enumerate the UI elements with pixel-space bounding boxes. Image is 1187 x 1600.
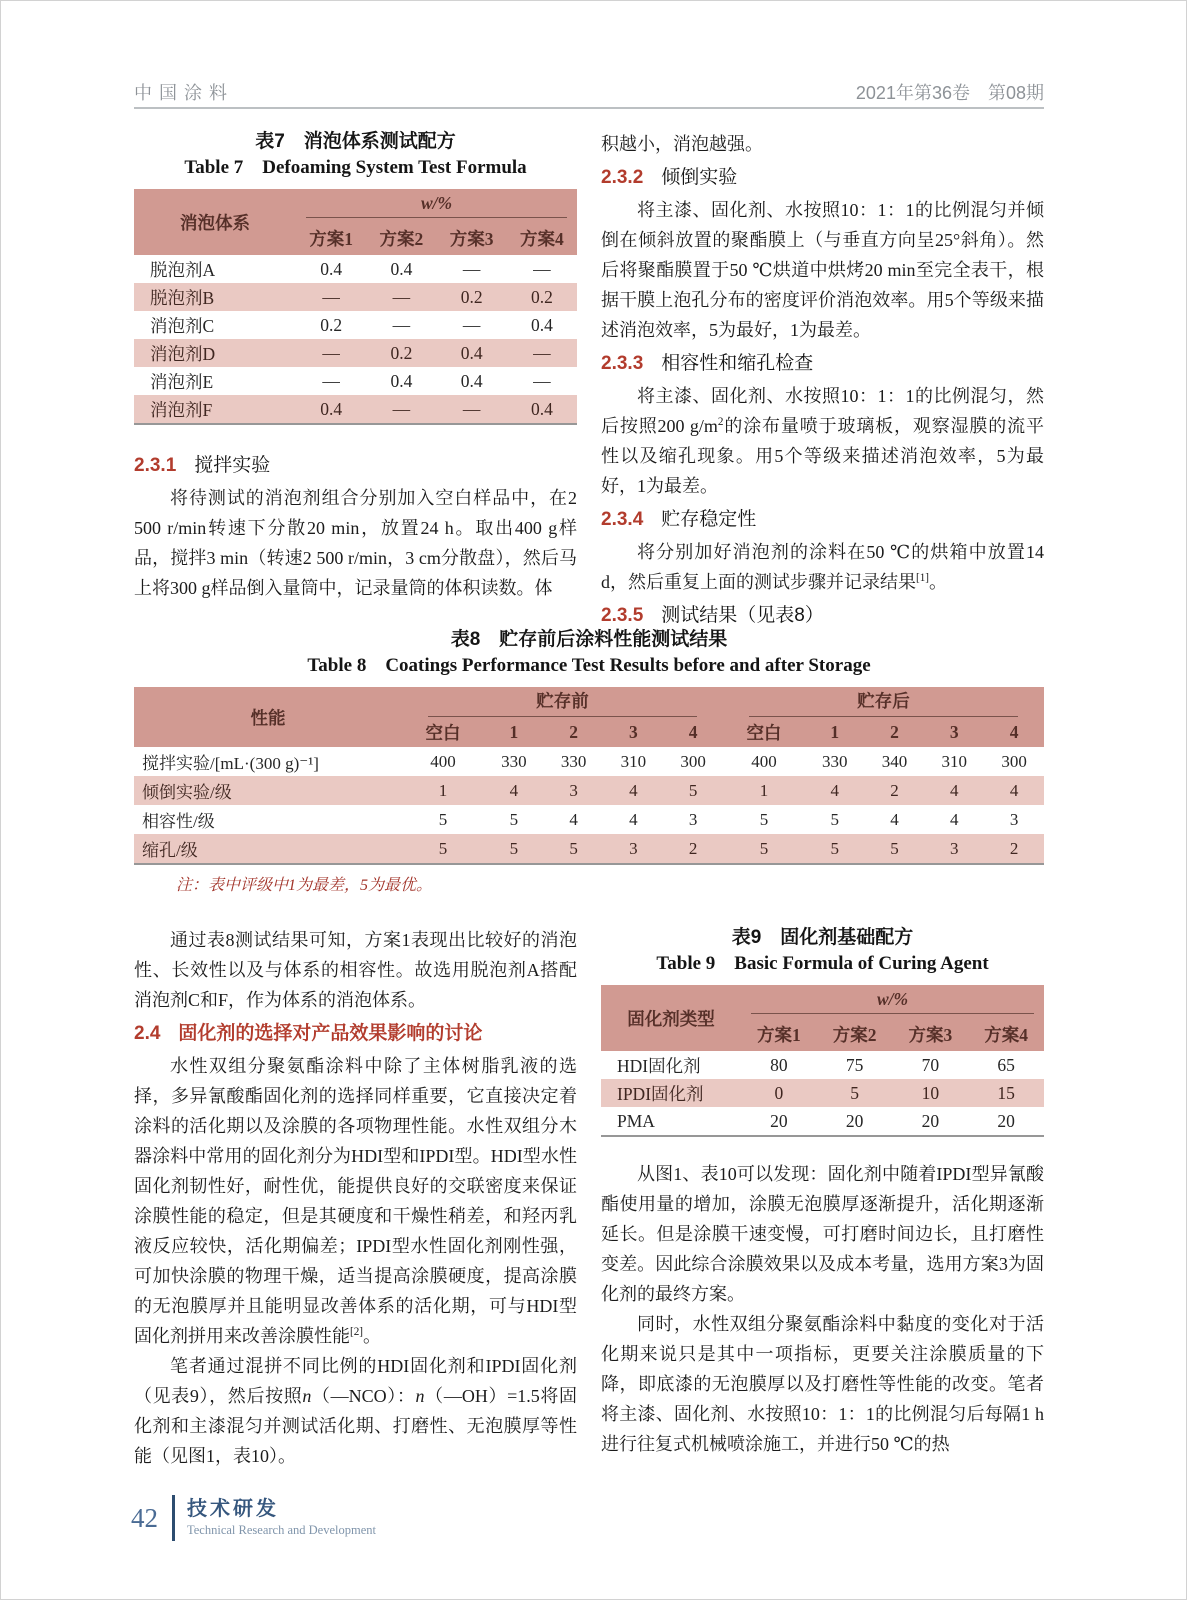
footer-divider-bar xyxy=(172,1495,175,1541)
row-label: 脱泡剂A xyxy=(150,259,216,280)
right-column-top xyxy=(601,129,1044,627)
row-label: 搅拌实验/[mL·(300 g)⁻¹] xyxy=(142,754,319,773)
table-cell: 2 xyxy=(890,780,899,800)
table8-group-after: 贮存后 xyxy=(723,687,1044,717)
table-cell: — xyxy=(533,258,551,279)
footer-section-en: Technical Research and Development xyxy=(187,1523,376,1537)
table-cell: — xyxy=(533,370,551,391)
table-row xyxy=(601,1079,1044,1107)
table-cell: 0.4 xyxy=(390,258,413,279)
table-cell: 0.4 xyxy=(530,314,553,335)
spacer xyxy=(601,1137,1044,1159)
section-number: 2.3.4 xyxy=(601,509,644,530)
table-cell: — xyxy=(322,342,340,363)
footer-section xyxy=(187,1498,376,1538)
paragraph: 将主漆、固化剂、水按照10：1：1的比例混匀，然后按照200 $g/m^2$的涂布量喷于玻璃板，观察湿膜的流平性以及缩孔现象。用5个等级来描述消泡效率，5为最好，1为最差。 xyxy=(601,386,1044,496)
table-cell: 5 xyxy=(890,838,899,858)
table-cell: 330 xyxy=(560,751,587,771)
page-header xyxy=(134,79,1044,105)
table-cell: 5 xyxy=(830,809,840,829)
paragraph: 将待测试的消泡剂组合分别加入空白样品中，在2 500 r/min转速下分散20 min，放置24 h。取出400 g样品，搅拌3 min（转速2 500 r/min，3 cm分散盘），然后马上将300 g样品倒入量筒中，记录量筒的体积读数。体 xyxy=(134,488,577,598)
table-cell: 20 xyxy=(845,1110,864,1131)
section-title: 贮存稳定性 xyxy=(661,509,757,530)
paragraph: 笔者通过混拼不同比例的HDI固化剂和IPDI固化剂（见表9），然后按照n（—NCO）：n（—OH）=1.5将固化剂和主漆混匀并测试活化期、打磨性、无泡膜厚等性能（见图1，表10）。 xyxy=(134,1356,577,1466)
table-row xyxy=(134,805,1044,834)
table7-col-header: 消泡体系 xyxy=(134,189,296,255)
section-title: 固化剂的选择对产品效果影响的讨论 xyxy=(178,1023,483,1044)
table-cell: 65 xyxy=(997,1054,1015,1075)
issue-info: 2021年第36卷 第08期 xyxy=(855,83,1044,103)
table-cell: 5 xyxy=(438,809,448,829)
table-cell: 3 xyxy=(629,838,638,858)
section-title: 相容性和缩孔检查 xyxy=(661,353,814,374)
table-cell: 5 xyxy=(850,1082,859,1103)
table7 xyxy=(134,189,577,425)
table-cell: — xyxy=(533,342,551,363)
scheme-header: 方案2 xyxy=(817,1018,893,1051)
table-cell: 300 xyxy=(680,751,706,771)
table-cell: 4 xyxy=(950,809,959,829)
row-label: 相容性/级 xyxy=(142,812,215,831)
scheme-header: 方案1 xyxy=(296,222,366,255)
table-cell: 20 xyxy=(921,1110,940,1131)
section-heading-2-3-5 xyxy=(601,600,1044,627)
sub-header: 空白 xyxy=(723,717,805,747)
table-cell: — xyxy=(462,258,481,279)
paragraph-continuation: 积越小，消泡越强。 xyxy=(601,134,763,154)
section-heading-2-3-4 xyxy=(601,504,1044,535)
section-heading-2-4 xyxy=(134,1018,577,1049)
section-number: 2.3.2 xyxy=(601,167,644,188)
table-cell: 80 xyxy=(770,1054,788,1075)
paragraph: 将分别加好消泡剂的涂料在50 ℃的烘箱中放置14 d，然后重复上面的测试步骤并记录结果[1]。 xyxy=(601,542,1044,592)
row-label: HDI固化剂 xyxy=(617,1055,701,1076)
row-label: PMA xyxy=(617,1110,655,1131)
section-number: 2.3.3 xyxy=(601,353,644,374)
table-cell: 0.2 xyxy=(320,314,343,335)
paragraph: 将主漆、固化剂、水按照10：1：1的比例混匀并倾倒在倾斜放置的聚酯膜上（与垂直方向呈25°斜角）。然后将聚酯膜置于50 ℃烘道中烘烤20 min至完全表干，根据干膜上泡孔分布的密度评价消泡效率。用5个等级来描述消泡效率，5为最好，1为最差。 xyxy=(601,200,1044,340)
table-cell: 0.4 xyxy=(320,258,343,279)
table9-group-header: w/% xyxy=(741,985,1044,1018)
table-cell: 300 xyxy=(1001,751,1027,771)
table-cell: 20 xyxy=(997,1110,1015,1131)
sub-header: 2 xyxy=(865,717,925,747)
table-cell: 3 xyxy=(1009,809,1019,829)
table-row xyxy=(134,834,1044,864)
scheme-header: 方案2 xyxy=(366,222,436,255)
table-row xyxy=(601,1107,1044,1136)
table-cell: 5 xyxy=(759,838,769,858)
table-cell: 2 xyxy=(1009,838,1019,858)
table-cell: 10 xyxy=(921,1082,940,1103)
paragraph: 同时，水性双组分聚氨酯涂料中黏度的变化对于活化期来说只是其中一项指标，更要关注涂膜质量的下降，即底漆的无泡膜厚以及打磨性等性能的改变。笔者将主漆、固化剂、水按照10：1：1的比例混匀后每隔1 h进行往复式机械喷涂施工，并进行50 ℃的热 xyxy=(601,1314,1044,1454)
table-cell: 0 xyxy=(774,1082,784,1103)
section-number: 2.3.1 xyxy=(134,455,177,476)
paragraph: 从图1、表10可以发现：固化剂中随着IPDI型异氰酸酯使用量的增加，涂膜无泡膜厚逐渐提升，活化期逐渐延长。但是涂膜干速变慢，可打磨时间边长，且打磨性变差。因此综合涂膜效果以及成本考量，选用方案3为固化剂的最终方案。 xyxy=(601,1164,1044,1304)
page-footer xyxy=(131,1495,376,1541)
table-row xyxy=(601,1051,1044,1079)
table-cell: 3 xyxy=(688,809,698,829)
table-cell: — xyxy=(392,314,411,335)
table-cell: 0.2 xyxy=(460,286,483,307)
sub-header: 3 xyxy=(603,717,663,747)
section-heading-2-3-1 xyxy=(134,450,577,481)
table8-note: 注：表中评级中1为最差，5为最优。 xyxy=(176,877,433,894)
scheme-header: 方案4 xyxy=(507,222,577,255)
table-cell: 20 xyxy=(770,1110,788,1131)
section-title: 搅拌实验 xyxy=(194,455,271,476)
table-cell: 4 xyxy=(1009,780,1019,800)
table-cell: 5 xyxy=(509,838,519,858)
table-cell: 5 xyxy=(438,838,448,858)
table-cell: 0.2 xyxy=(530,286,553,307)
table-cell: 330 xyxy=(822,751,848,771)
row-label: 缩孔/级 xyxy=(142,841,198,860)
table7-group-header: w/% xyxy=(296,189,577,222)
table-cell: 5 xyxy=(509,809,519,829)
table-cell: — xyxy=(462,398,481,419)
table-cell: 400 xyxy=(751,751,777,771)
table-cell: 2 xyxy=(688,838,698,858)
table-cell: 1 xyxy=(438,780,448,800)
sub-header: 3 xyxy=(924,717,984,747)
table-cell: 5 xyxy=(759,809,769,829)
section-heading-2-3-3 xyxy=(601,348,1044,379)
row-label: IPDI固化剂 xyxy=(617,1083,704,1104)
table7-title-en: Table 7 Defoaming System Test Formula xyxy=(184,157,527,178)
table-cell: 5 xyxy=(688,780,698,800)
table-row xyxy=(134,776,1044,805)
scheme-header: 方案3 xyxy=(893,1018,969,1051)
table-cell: 5 xyxy=(830,838,840,858)
header-rule xyxy=(134,107,1044,109)
left-column-bottom xyxy=(134,925,577,1491)
sub-header: 4 xyxy=(663,717,723,747)
table-cell: 310 xyxy=(620,751,647,771)
section-number: 2.3.5 xyxy=(601,605,644,626)
table-cell: — xyxy=(462,314,481,335)
table-cell: 4 xyxy=(509,780,519,800)
table-cell: 0.2 xyxy=(390,342,413,363)
table8 xyxy=(134,687,1044,865)
table-row xyxy=(134,311,577,339)
page-number: 42 xyxy=(131,1502,158,1533)
table-row xyxy=(134,747,1044,776)
table8-group-before: 贮存前 xyxy=(402,687,723,717)
table8-block xyxy=(134,627,1044,923)
table-header-row xyxy=(134,687,1044,717)
table-cell: — xyxy=(392,286,411,307)
row-label: 消泡剂C xyxy=(150,315,215,336)
table-cell: 4 xyxy=(629,809,638,829)
sub-header: 1 xyxy=(805,717,865,747)
table-cell: 70 xyxy=(921,1054,940,1075)
section-title: 倾倒实验 xyxy=(661,167,738,188)
table-cell: 75 xyxy=(845,1054,864,1075)
table-cell: 4 xyxy=(830,780,840,800)
table-header-row xyxy=(601,985,1044,1018)
table-cell: 400 xyxy=(430,751,456,771)
table-cell: 3 xyxy=(569,780,578,800)
left-column-top xyxy=(134,129,577,627)
scheme-header: 方案1 xyxy=(741,1018,817,1051)
table-cell: 4 xyxy=(890,809,899,829)
table-cell: 0.4 xyxy=(320,398,343,419)
table9-title-en: Table 9 Basic Formula of Curing Agent xyxy=(656,953,989,974)
table9-title-cn: 表9 固化剂基础配方 xyxy=(731,927,914,948)
table-cell: 310 xyxy=(941,751,968,771)
row-label: 消泡剂E xyxy=(150,371,214,392)
right-column-bottom xyxy=(601,925,1044,1491)
table-cell: 4 xyxy=(569,809,578,829)
table-cell: 4 xyxy=(950,780,959,800)
table-cell: 0.4 xyxy=(390,370,413,391)
footer-section-cn: 技术研发 xyxy=(187,1498,279,1520)
table-cell: 15 xyxy=(997,1082,1015,1103)
table-cell: 340 xyxy=(881,751,908,771)
row-label: 脱泡剂B xyxy=(150,287,215,308)
table9-col-header: 固化剂类型 xyxy=(601,985,741,1051)
table-cell: 0.4 xyxy=(460,342,483,363)
sub-header: 2 xyxy=(544,717,604,747)
table-row xyxy=(134,339,577,367)
table-row xyxy=(134,255,577,283)
table-row xyxy=(134,395,577,424)
journal-name: 中国涂料 xyxy=(134,83,234,103)
table-cell: 5 xyxy=(569,838,578,858)
table-cell: — xyxy=(322,286,340,307)
table-cell: 0.4 xyxy=(460,370,483,391)
table-row xyxy=(134,283,577,311)
table7-title-cn: 表7 消泡体系测试配方 xyxy=(255,131,456,152)
row-label: 消泡剂F xyxy=(150,399,213,420)
paragraph: 通过表8测试结果可知，方案1表现出比较好的消泡性、长效性以及与体系的相容性。故选用脱泡剂A搭配消泡剂C和F，作为体系的消泡体系。 xyxy=(134,930,577,1010)
row-label: 倾倒实验/级 xyxy=(142,783,232,802)
table-cell: 4 xyxy=(629,780,638,800)
sub-header: 空白 xyxy=(402,717,484,747)
table-cell: — xyxy=(392,398,411,419)
sub-header: 1 xyxy=(484,717,544,747)
table-cell: 330 xyxy=(501,751,527,771)
section-title: 测试结果（见表8） xyxy=(661,605,824,626)
scheme-header: 方案4 xyxy=(968,1018,1044,1051)
table8-title-cn: 表8 贮存前后涂料性能测试结果 xyxy=(450,629,728,650)
table-cell: 1 xyxy=(759,780,769,800)
table8-title-en: Table 8 Coatings Performance Test Results before and after Storage xyxy=(307,655,871,676)
section-number: 2.4 xyxy=(134,1023,161,1044)
paragraph: 水性双组分聚氨酯涂料中除了主体树脂乳液的选择，多异氰酸酯固化剂的选择同样重要，它直接决定着涂料的活化期以及涂膜的各项物理性能。水性双组分木器涂料中常用的固化剂分为HDI型和IPDI型。HDI型水性固化剂韧性好，耐性优，能提供良好的交联密度来保证涂膜性能的稳定，但是其硬度和干燥性稍差，和羟丙乳液反应较快，活化期偏差；IPDI型水性固化剂刚性强，可加快涂膜的物理干燥，适当提高涂膜硬度，提高涂膜的无泡膜厚并且能明显改善体系的活化期，可与HDI型固化剂拼用来改善涂膜性能[2]。 xyxy=(134,1056,577,1346)
table-header-row xyxy=(134,189,577,222)
table-cell: 0.4 xyxy=(530,398,553,419)
scheme-header: 方案3 xyxy=(437,222,507,255)
row-label: 消泡剂D xyxy=(150,343,216,364)
spacer xyxy=(134,425,577,447)
table9 xyxy=(601,985,1044,1137)
section-heading-2-3-2 xyxy=(601,162,1044,193)
table-cell: 3 xyxy=(950,838,959,858)
table-row xyxy=(134,367,577,395)
table-cell: — xyxy=(322,370,340,391)
table8-col-header: 性能 xyxy=(134,687,402,747)
sub-header: 4 xyxy=(984,717,1044,747)
